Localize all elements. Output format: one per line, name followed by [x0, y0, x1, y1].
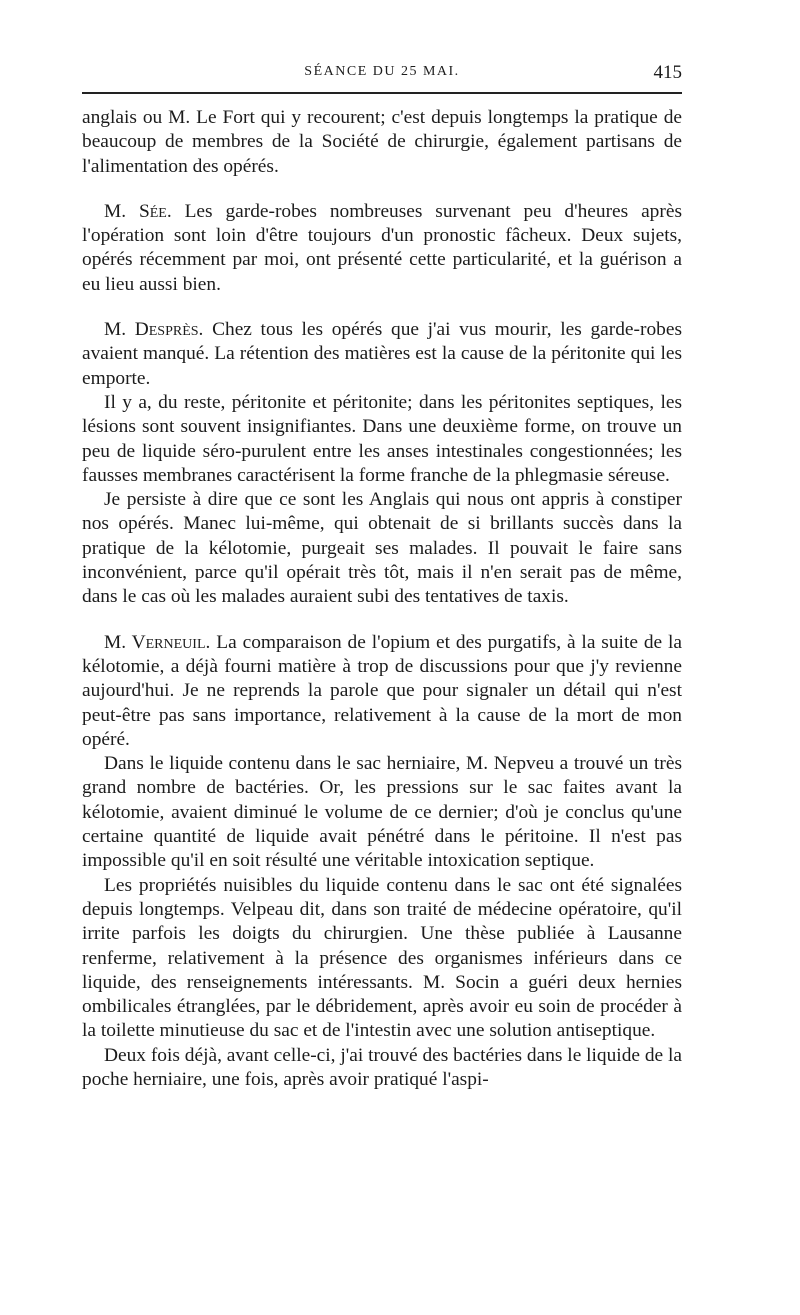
paragraph-liquide: Dans le liquide contenu dans le sac herniaire, M. Nepveu a trouvé un très grand nombre de bactéries. Or, les pressions sur le sac faites avant la kélotomie, avaient diminué le volume de ce dernier; d'où je conclus qu'une certaine quantité de liquide avait pénétré dans le péritoine. Il n'est pas impossible qu'il en soit résulté une véritable intoxication septique. — [82, 753, 682, 872]
paragraph-text: La comparaison de l'opium et des purgatifs, à la suite de la kélotomie, a déjà fourni matière à trop de discussions pour que j'y revienne aujourd'hui. Je ne reprends la parole que pour signaler un détail qui n'est peut-être pas sans importance, relativement à la cause de la mort de mon opéré. — [82, 631, 682, 750]
paragraph-anglais: Je persiste à dire que ce sont les Anglais qui nous ont appris à constiper nos opérés. Manec lui-même, qui obtenait de si brillants succès dans la pratique de la kélotomie, purgeait ses malades. Il pouvait le faire sans inconvénient, parce qu'il opérait très tôt, mais il n'en serait pas de même, dans le cas où les malades auraient subi des tentatives de taxis. — [82, 489, 682, 608]
page-header — [82, 56, 682, 92]
paragraph-peritonite: Il y a, du reste, péritonite et péritonite; dans les péritonites septiques, les lésions sont souvent insignifiantes. Dans une deuxième forme, on trouve un peu de liquide séro-purulent entre les anses intestinales congestionnées; les fausses membranes caractérisent la forme franche de la phlegmasie séreuse. — [82, 391, 682, 486]
paragraph-continuation: anglais ou M. Le Fort qui y recourent; c'est depuis longtemps la pratique de beaucoup de membres de la Société de chirurgie, également partisans de l'alimentation des opérés. — [82, 107, 682, 177]
paragraph-proprietes: Les propriétés nuisibles du liquide contenu dans le sac ont été signalées depuis longtemps. Velpeau dit, dans son traité de médecine opératoire, qu'il irrite parfois les doigts du chirurgien. Une thèse publiée à Lausanne renferme, relativement à la présence des organismes inférieurs dans ce liquide, des renseignements intéressants. M. Socin a guéri deux hernies ombilicales étranglées, par le débridement, après avoir eu soin de procéder à la toilette minutieuse du sac et de l'intestin avec une solution antiseptique. — [82, 874, 682, 1042]
speaker-name: M. Sée. — [104, 200, 172, 222]
paragraph-see — [82, 200, 682, 297]
paragraph-verneuil — [82, 631, 682, 752]
speaker-name: M. Verneuil. — [104, 631, 211, 653]
paragraph-text: Les garde-robes nombreuses survenant peu d'heures après l'opération sont loin d'être toujours d'un pronostic fâcheux. Deux sujets, opérés récemment par moi, ont présenté cette particularité, et la guérison a eu lieu aussi bien. — [82, 200, 682, 295]
page-number: 415 — [653, 62, 682, 83]
book-page — [82, 56, 682, 1092]
paragraph-despres — [82, 318, 682, 391]
paragraph-deux-fois: Deux fois déjà, avant celle-ci, j'ai trouvé des bactéries dans le liquide de la poche herniaire, une fois, après avoir pratiqué l'aspi- — [82, 1044, 682, 1090]
running-head: SÉANCE DU 25 MAI. — [304, 64, 460, 79]
paragraph-text: Chez tous les opérés que j'ai vus mourir, les garde-robes avaient manqué. La rétention des matières est la cause de la péritonite qui les emporte. — [82, 319, 682, 389]
header-rule — [82, 92, 682, 94]
speaker-name: M. Desprès. — [104, 319, 204, 341]
